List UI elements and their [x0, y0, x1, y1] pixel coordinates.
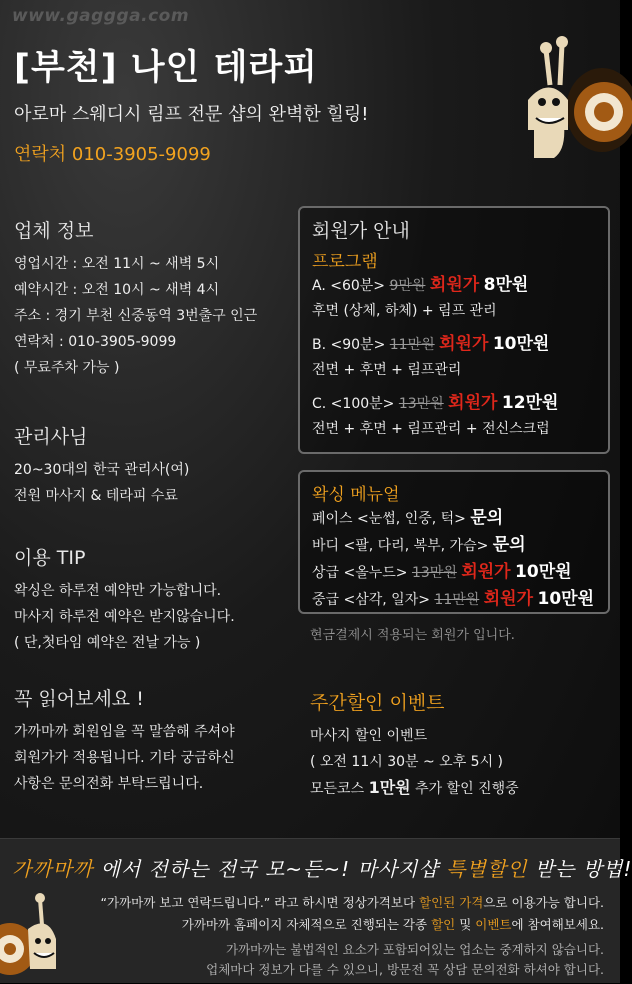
event-time: ( 오전 11시 30분 ~ 오후 5시 ): [310, 754, 504, 770]
contact-phone[interactable]: 연락처 010-3905-9099: [14, 144, 211, 165]
waxing-heading: 왁싱 메뉴얼: [312, 485, 400, 505]
must-read-section: [14, 684, 235, 797]
member-price-label: 회원가: [429, 275, 480, 295]
original-price: 13만원: [411, 565, 457, 581]
member-price-label: 회원가: [448, 393, 498, 413]
business-info-heading: 업체 정보: [14, 220, 94, 242]
manager-line: 20~30대의 한국 관리사(여): [14, 462, 190, 478]
footer-text: 가까마까 홈페이지 자체적으로 진행되는 각종: [181, 917, 428, 932]
member-price: 10만원: [492, 334, 550, 354]
member-price-label: 회원가: [483, 589, 534, 609]
member-price: 8만원: [483, 275, 529, 295]
member-price: 10만원: [537, 589, 594, 609]
member-price: 12만원: [501, 393, 559, 413]
slogan-text-end: 받는 방법!: [534, 857, 632, 881]
footer-slogan: [12, 853, 632, 882]
must-read-heading: 꼭 읽어보세요 !: [14, 688, 144, 710]
footer-text: 에 참여해보세요.: [511, 917, 604, 932]
waxing-item-name: 중급 <삼각, 일자>: [312, 592, 430, 608]
address: 주소 : 경기 부천 신중동역 3번출구 인근: [14, 308, 258, 324]
program-description: 후면 (상체, 하체) + 림프 관리: [312, 303, 497, 319]
waxing-item-price: 문의: [470, 508, 504, 528]
business-hours: 영업시간 : 오전 11시 ~ 새벽 5시: [14, 256, 220, 272]
original-price: 9만원: [389, 278, 426, 294]
waxing-row: [312, 559, 596, 586]
program-name: B. <90분>: [312, 337, 386, 353]
tip-line: ( 단,첫타임 예약은 전날 가능 ): [14, 635, 201, 651]
business-phone[interactable]: 연락처 : 010-3905-9099: [14, 334, 177, 350]
must-read-line: 가까마까 회원임을 꼭 말씀해 주셔야: [14, 724, 235, 740]
program-description: 전면 + 후면 + 림프관리 + 전신스크럽: [312, 421, 550, 437]
program-subheading: 프로그램: [312, 252, 378, 272]
tip-section: [14, 543, 235, 656]
event-discount-prefix: 모든코스: [310, 781, 365, 797]
waxing-menu-box: [298, 470, 610, 614]
slogan-brand: 가까마까: [12, 857, 94, 881]
footer-banner: [0, 838, 632, 983]
waxing-row: [312, 532, 596, 559]
program-row: [312, 272, 596, 299]
event-heading: 주간할인 이벤트: [310, 692, 445, 714]
footer-text: “가까마까 보고 연락드립니다.” 라고 하시면 정상가격보다: [100, 895, 416, 910]
waxing-item-price: 문의: [492, 535, 526, 555]
footer-text: 으로 이용가능 합니다.: [483, 895, 604, 910]
member-price-label: 회원가: [439, 334, 489, 354]
member-price-label: 회원가: [461, 562, 511, 582]
must-read-line: 사항은 문의전화 부탁드립니다.: [14, 776, 204, 792]
footer-text: 및: [459, 917, 472, 932]
waxing-row: [312, 586, 596, 613]
program-row: [312, 331, 596, 358]
event-discount-amount: 1만원: [368, 778, 411, 797]
program-name: C. <100분>: [312, 396, 395, 412]
event-line: 마사지 할인 이벤트: [310, 728, 428, 744]
slogan-highlight: 특별할인: [446, 857, 528, 881]
weekly-event-section: [310, 688, 519, 802]
footer-line: [101, 893, 604, 911]
site-watermark: www.gaggga.com: [12, 6, 190, 26]
waxing-item-name: 바디 <팔, 다리, 복부, 가슴>: [312, 538, 489, 554]
waxing-item-name: 페이스 <눈썹, 인중, 턱>: [312, 511, 466, 527]
original-price: 11만원: [389, 337, 435, 353]
footer-highlight: 할인: [431, 917, 456, 932]
cash-payment-note: 현금결제시 적용되는 회원가 입니다.: [310, 628, 515, 643]
page-subtitle: 아로마 스웨디시 림프 전문 샵의 완벽한 힐링!: [14, 104, 369, 125]
page-title: [부천] 나인 테라피: [14, 48, 319, 88]
event-discount-suffix: 추가 할인 진행중: [415, 781, 519, 797]
member-price: 10만원: [515, 562, 572, 582]
manager-heading: 관리사님: [14, 426, 88, 448]
footer-line: [182, 915, 604, 933]
business-info-section: [14, 216, 257, 381]
program-description: 전면 + 후면 + 림프관리: [312, 362, 462, 378]
tip-line: 마사지 하루전 예약은 받지않습니다.: [14, 609, 235, 625]
waxing-item-name: 상급 <올누드>: [312, 565, 408, 581]
manager-line: 전원 마사지 & 테라피 수료: [14, 488, 178, 504]
tip-line: 왁싱은 하루전 예약만 가능합니다.: [14, 583, 222, 599]
reservation-hours: 예약시간 : 오전 10시 ~ 새벽 4시: [14, 282, 220, 298]
manager-section: [14, 422, 189, 509]
program-row: [312, 390, 596, 417]
event-discount: [310, 775, 519, 802]
snail-mascot-icon: [524, 30, 620, 170]
footer-disclaimer: 가까마까는 불법적인 요소가 포함되어있는 업소는 중계하지 않습니다.: [226, 942, 604, 957]
tip-heading: 이용 TIP: [14, 547, 86, 569]
snail-mascot-small-icon: [0, 889, 60, 984]
membership-heading: 회원가 안내: [312, 220, 410, 242]
footer-disclaimer: 업체마다 정보가 다를 수 있으니, 방문전 꼭 상담 문의전화 하셔야 합니다.: [206, 962, 604, 977]
program-name: A. <60분>: [312, 278, 386, 294]
parking-note: ( 무료주차 가능 ): [14, 360, 120, 376]
original-price: 11만원: [434, 592, 480, 608]
must-read-line: 회원가가 적용됩니다. 기타 궁금하신: [14, 750, 235, 766]
waxing-row: [312, 505, 596, 532]
slogan-text: 에서 전하는 전국 모~든~! 마사지샵: [100, 857, 439, 881]
footer-highlight: 할인된 가격: [419, 895, 484, 910]
membership-price-box: [298, 206, 610, 454]
original-price: 13만원: [398, 396, 444, 412]
footer-highlight: 이벤트: [475, 917, 512, 932]
